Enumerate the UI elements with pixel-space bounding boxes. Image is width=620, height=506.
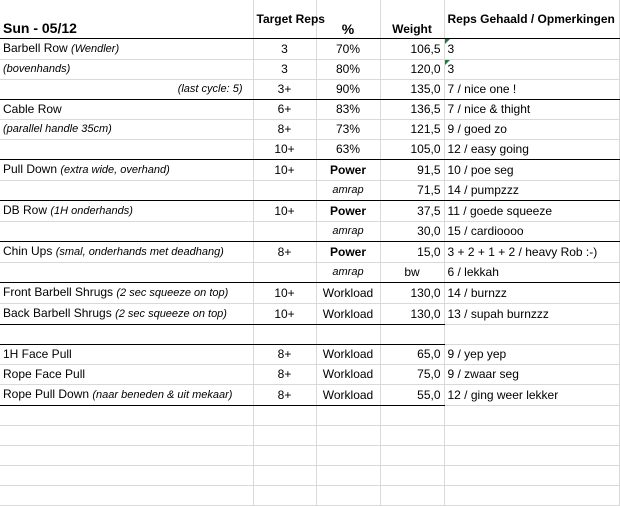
reps-cell[interactable]: 8+ bbox=[253, 120, 316, 140]
comment-cell[interactable]: 10 / poe seg bbox=[444, 160, 619, 181]
comment-cell[interactable]: 13 / supah burnzzz bbox=[444, 304, 619, 325]
percent-cell[interactable]: Power bbox=[316, 242, 380, 263]
note-cell[interactable]: (bovenhands) bbox=[0, 60, 253, 80]
reps-cell[interactable]: 8+ bbox=[253, 345, 316, 365]
percent-cell[interactable]: Workload bbox=[316, 283, 380, 304]
percent-cell[interactable]: Power bbox=[316, 160, 380, 181]
header-weight[interactable]: Weight bbox=[380, 0, 444, 39]
exercise-cell[interactable] bbox=[0, 39, 253, 60]
exercise-note: (1H onderhands) bbox=[50, 205, 133, 217]
empty-cell[interactable] bbox=[380, 466, 444, 486]
percent-cell[interactable]: 83% bbox=[316, 100, 380, 120]
header-target-reps[interactable]: Target Reps bbox=[253, 0, 316, 39]
empty-cell[interactable] bbox=[0, 426, 253, 446]
weight-cell[interactable]: bw bbox=[380, 263, 444, 283]
empty-cell[interactable] bbox=[316, 406, 380, 426]
empty-cell[interactable] bbox=[444, 406, 619, 426]
exercise-cell[interactable] bbox=[0, 304, 253, 325]
exercise-note: (2 sec squeeze on top) bbox=[116, 287, 229, 299]
percent-cell[interactable]: 63% bbox=[316, 140, 380, 160]
exercise-name: DB Row bbox=[3, 203, 51, 217]
empty-cell[interactable] bbox=[0, 466, 253, 486]
sheet-title[interactable]: Sun - 05/12 bbox=[0, 0, 253, 39]
percent-cell[interactable]: Workload bbox=[316, 385, 380, 406]
empty-cell[interactable] bbox=[380, 426, 444, 446]
empty-cell[interactable] bbox=[380, 446, 444, 466]
exercise-cell[interactable] bbox=[0, 242, 253, 263]
exercise-cell[interactable] bbox=[0, 160, 253, 181]
exercise-cell[interactable] bbox=[0, 283, 253, 304]
weight-cell[interactable]: 71,5 bbox=[380, 181, 444, 201]
reps-cell[interactable]: 10+ bbox=[253, 304, 316, 325]
comment-cell[interactable]: 9 / yep yep bbox=[444, 345, 619, 365]
comment-cell[interactable]: 15 / cardioooo bbox=[444, 222, 619, 242]
exercise-name: Rope Pull Down bbox=[3, 387, 93, 401]
comment-cell[interactable]: 7 / nice one ! bbox=[444, 80, 619, 100]
reps-cell[interactable] bbox=[253, 263, 316, 283]
empty-cell[interactable] bbox=[253, 325, 316, 345]
empty-cell[interactable] bbox=[380, 325, 444, 345]
exercise-name: Pull Down bbox=[3, 162, 61, 176]
exercise-cell[interactable] bbox=[0, 385, 253, 406]
empty-cell[interactable] bbox=[0, 486, 253, 506]
exercise-name: Barbell Row bbox=[3, 41, 72, 55]
empty-cell[interactable] bbox=[0, 140, 253, 160]
percent-cell[interactable]: amrap bbox=[316, 181, 380, 201]
weight-cell[interactable]: 135,0 bbox=[380, 80, 444, 100]
reps-cell[interactable] bbox=[253, 181, 316, 201]
percent-cell[interactable]: amrap bbox=[316, 222, 380, 242]
weight-cell[interactable]: 121,5 bbox=[380, 120, 444, 140]
empty-cell[interactable] bbox=[380, 406, 444, 426]
empty-cell[interactable] bbox=[0, 263, 253, 283]
exercise-name: Front Barbell Shrugs bbox=[3, 285, 117, 299]
comment-cell[interactable]: 3 + 2 + 1 + 2 / heavy Rob :-) bbox=[444, 242, 619, 263]
percent-cell[interactable]: Power bbox=[316, 201, 380, 222]
weight-cell[interactable]: 37,5 bbox=[380, 201, 444, 222]
empty-cell[interactable] bbox=[253, 466, 316, 486]
exercise-name: Back Barbell Shrugs bbox=[3, 306, 116, 320]
empty-cell[interactable] bbox=[253, 446, 316, 466]
comment-cell[interactable]: 9 / zwaar seg bbox=[444, 365, 619, 385]
comment-cell[interactable]: 14 / burnzz bbox=[444, 283, 619, 304]
percent-cell[interactable]: 70% bbox=[316, 39, 380, 60]
weight-cell[interactable]: 30,0 bbox=[380, 222, 444, 242]
comment-cell[interactable]: 3 bbox=[444, 60, 619, 80]
comment-cell[interactable]: 12 / easy going bbox=[444, 140, 619, 160]
empty-cell[interactable] bbox=[253, 426, 316, 446]
weight-cell[interactable]: 120,0 bbox=[380, 60, 444, 80]
exercise-name: Chin Ups bbox=[3, 244, 56, 258]
percent-cell[interactable]: Workload bbox=[316, 365, 380, 385]
empty-cell[interactable] bbox=[316, 486, 380, 506]
exercise-note: (naar beneden & uit mekaar) bbox=[92, 389, 233, 401]
reps-cell[interactable]: 3 bbox=[253, 60, 316, 80]
empty-cell[interactable] bbox=[380, 486, 444, 506]
header-reps-gehaald[interactable]: Reps Gehaald / Opmerkingen bbox=[444, 0, 619, 39]
empty-cell[interactable] bbox=[0, 446, 253, 466]
weight-cell[interactable]: 55,0 bbox=[380, 385, 444, 406]
note-cell[interactable]: (parallel handle 35cm) bbox=[0, 120, 253, 140]
empty-cell[interactable] bbox=[0, 325, 253, 345]
empty-cell[interactable] bbox=[444, 466, 619, 486]
exercise-cell[interactable]: Rope Face Pull bbox=[0, 365, 253, 385]
weight-cell[interactable]: 130,0 bbox=[380, 283, 444, 304]
empty-cell[interactable] bbox=[253, 406, 316, 426]
percent-cell[interactable]: 73% bbox=[316, 120, 380, 140]
reps-cell[interactable]: 10+ bbox=[253, 283, 316, 304]
header-percent[interactable]: % bbox=[316, 0, 380, 39]
comment-cell[interactable]: 11 / goede squeeze bbox=[444, 201, 619, 222]
empty-cell[interactable] bbox=[444, 446, 619, 466]
comment-cell[interactable]: 14 / pumpzzz bbox=[444, 181, 619, 201]
exercise-note: (smal, onderhands met deadhang) bbox=[55, 246, 224, 258]
empty-cell[interactable] bbox=[0, 222, 253, 242]
percent-cell[interactable]: 80% bbox=[316, 60, 380, 80]
reps-cell[interactable]: 6+ bbox=[253, 100, 316, 120]
comment-cell[interactable]: 9 / goed zo bbox=[444, 120, 619, 140]
comment-cell[interactable]: 6 / lekkah bbox=[444, 263, 619, 283]
percent-cell[interactable]: 90% bbox=[316, 80, 380, 100]
reps-cell[interactable]: 10+ bbox=[253, 201, 316, 222]
note-cell[interactable]: (last cycle: 5) bbox=[0, 80, 253, 100]
reps-cell[interactable] bbox=[253, 222, 316, 242]
reps-cell[interactable]: 8+ bbox=[253, 242, 316, 263]
weight-cell[interactable]: 136,5 bbox=[380, 100, 444, 120]
exercise-cell[interactable]: Cable Row bbox=[0, 100, 253, 120]
empty-cell[interactable] bbox=[316, 466, 380, 486]
exercise-note: (2 sec squeeze on top) bbox=[115, 308, 227, 320]
comment-cell[interactable]: 7 / nice & thight bbox=[444, 100, 619, 120]
weight-cell[interactable]: 106,5 bbox=[380, 39, 444, 60]
comment-cell[interactable]: 3 bbox=[444, 39, 619, 60]
exercise-cell[interactable] bbox=[0, 201, 253, 222]
weight-cell[interactable]: 15,0 bbox=[380, 242, 444, 263]
weight-cell[interactable]: 130,0 bbox=[380, 304, 444, 325]
percent-cell[interactable]: amrap bbox=[316, 263, 380, 283]
reps-cell[interactable]: 3 bbox=[253, 39, 316, 60]
reps-cell[interactable]: 3+ bbox=[253, 80, 316, 100]
empty-cell[interactable] bbox=[0, 181, 253, 201]
comment-cell[interactable]: 12 / ging weer lekker bbox=[444, 385, 619, 406]
reps-cell[interactable]: 8+ bbox=[253, 385, 316, 406]
empty-cell[interactable] bbox=[253, 486, 316, 506]
percent-cell[interactable]: Workload bbox=[316, 304, 380, 325]
exercise-cell[interactable]: 1H Face Pull bbox=[0, 345, 253, 365]
empty-cell[interactable] bbox=[0, 406, 253, 426]
reps-cell[interactable]: 8+ bbox=[253, 365, 316, 385]
weight-cell[interactable]: 91,5 bbox=[380, 160, 444, 181]
empty-cell[interactable] bbox=[444, 325, 619, 345]
weight-cell[interactable]: 65,0 bbox=[380, 345, 444, 365]
weight-cell[interactable]: 105,0 bbox=[380, 140, 444, 160]
empty-cell[interactable] bbox=[444, 486, 619, 506]
empty-cell[interactable] bbox=[444, 426, 619, 446]
empty-cell[interactable] bbox=[316, 446, 380, 466]
exercise-note: (Wendler) bbox=[71, 43, 120, 55]
reps-cell[interactable]: 10+ bbox=[253, 160, 316, 181]
percent-cell[interactable]: Workload bbox=[316, 345, 380, 365]
weight-cell[interactable]: 75,0 bbox=[380, 365, 444, 385]
empty-cell[interactable] bbox=[316, 426, 380, 446]
exercise-note: (extra wide, overhand) bbox=[60, 164, 170, 176]
empty-cell[interactable] bbox=[316, 325, 380, 345]
reps-cell[interactable]: 10+ bbox=[253, 140, 316, 160]
